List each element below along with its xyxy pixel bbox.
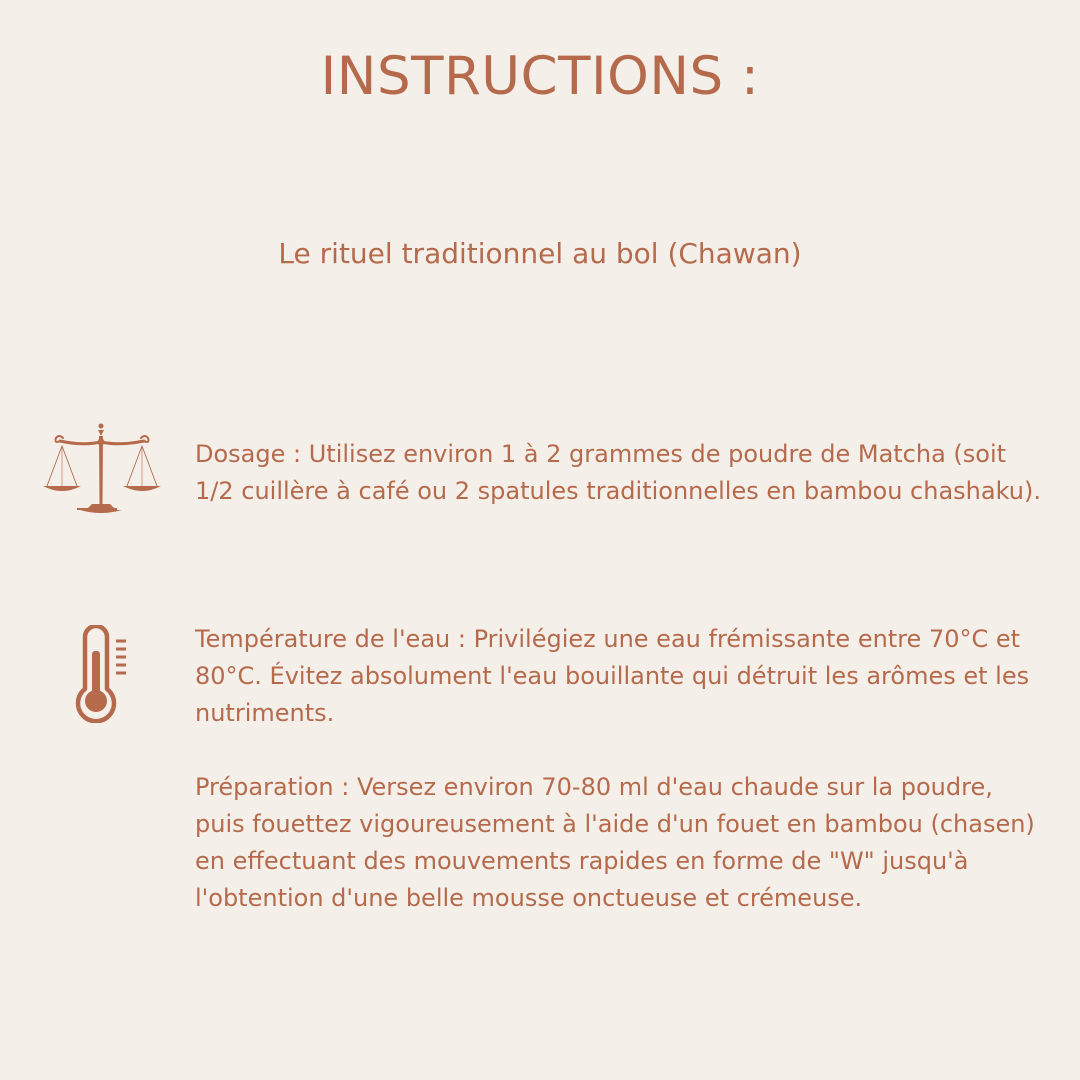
dosage-paragraph: Dosage : Utilisez environ 1 à 2 grammes de poudre de Matcha (soit 1/2 cuillère à café ou 2 spatules traditionnelles en bambou chashaku). (195, 440, 1041, 505)
thermometer-icon (70, 625, 130, 723)
water-temperature-paragraph: Température de l'eau : Privilégiez une eau frémissante entre 70°C et 80°C. Évitez absolument l'eau bouillante qui détruit les arômes et les nutriments. (195, 625, 1030, 727)
balance-scale-icon (42, 420, 162, 516)
preparation-paragraph: Préparation : Versez environ 70-80 ml d'eau chaude sur la poudre, puis fouettez vigoureusement à l'aide d'un fouet en bambou (chasen) en effectuant des mouvements rapides en forme de "W" jusqu'à l'obtention d'une belle mousse onctueuse et crémeuse. (195, 773, 1035, 912)
page-title: INSTRUCTIONS : (320, 46, 760, 107)
page-subtitle: Le rituel traditionnel au bol (Chawan) (278, 237, 802, 270)
